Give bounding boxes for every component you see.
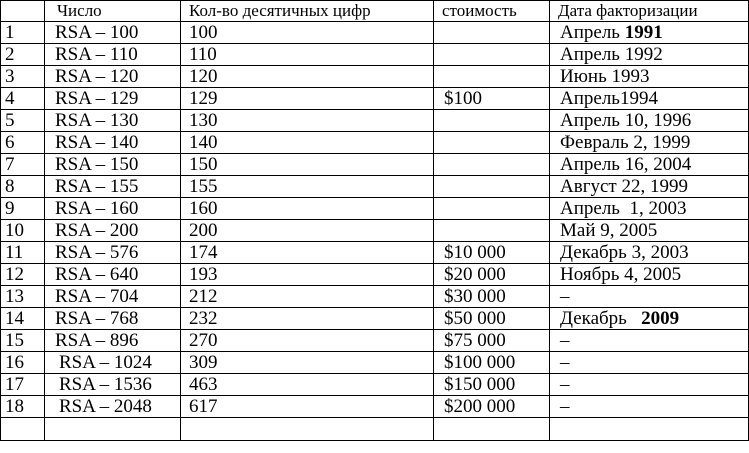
header-index bbox=[1, 1, 45, 22]
digit-count: 617 bbox=[181, 396, 434, 418]
date-text: Апрель bbox=[560, 22, 625, 43]
table-row bbox=[1, 66, 749, 88]
header-number: Число bbox=[45, 1, 181, 22]
prize-cost bbox=[434, 132, 550, 154]
date-text: Апрель 10, 1996 bbox=[560, 110, 692, 131]
factorization-date bbox=[550, 66, 749, 88]
digit-count: 130 bbox=[181, 110, 434, 132]
table-row bbox=[1, 352, 749, 374]
row-index: 15 bbox=[1, 330, 45, 352]
factorization-date bbox=[550, 352, 749, 374]
factorization-date bbox=[550, 374, 749, 396]
factorization-date bbox=[550, 110, 749, 132]
header-row bbox=[1, 1, 749, 22]
prize-cost: $200 000 bbox=[434, 396, 550, 418]
prize-cost bbox=[434, 22, 550, 44]
factorization-date bbox=[550, 198, 749, 220]
date-year-bold: 2009 bbox=[641, 308, 680, 329]
prize-cost: $50 000 bbox=[434, 308, 550, 330]
table-row bbox=[1, 330, 749, 352]
factorization-date bbox=[550, 154, 749, 176]
rsa-number: RSA – 704 bbox=[45, 286, 181, 308]
factorization-date bbox=[550, 396, 749, 418]
header-date: Дата факторизации bbox=[550, 1, 749, 22]
prize-cost bbox=[434, 44, 550, 66]
table-row bbox=[1, 22, 749, 44]
prize-cost bbox=[434, 176, 550, 198]
prize-cost bbox=[434, 66, 550, 88]
prize-cost: $20 000 bbox=[434, 264, 550, 286]
rsa-number: RSA – 100 bbox=[45, 22, 181, 44]
factorization-date bbox=[550, 308, 749, 330]
date-text: Апрель1994 bbox=[560, 88, 658, 109]
date-text: – bbox=[560, 286, 570, 307]
rsa-number: RSA – 140 bbox=[45, 132, 181, 154]
row-index: 13 bbox=[1, 286, 45, 308]
digit-count: 110 bbox=[181, 44, 434, 66]
factorization-date bbox=[550, 44, 749, 66]
header-cost: стоимость bbox=[434, 1, 550, 22]
factorization-date bbox=[550, 88, 749, 110]
rsa-number: RSA – 200 bbox=[45, 220, 181, 242]
rsa-number: RSA – 130 bbox=[45, 110, 181, 132]
row-index bbox=[1, 418, 45, 441]
row-index: 11 bbox=[1, 242, 45, 264]
rsa-number: RSA – 576 bbox=[45, 242, 181, 264]
table-row bbox=[1, 396, 749, 418]
row-index: 9 bbox=[1, 198, 45, 220]
row-index: 14 bbox=[1, 308, 45, 330]
header-digits: Кол-во десятичных цифр bbox=[181, 1, 434, 22]
digit-count: 140 bbox=[181, 132, 434, 154]
date-text: – bbox=[560, 330, 570, 351]
prize-cost bbox=[434, 110, 550, 132]
table-row bbox=[1, 220, 749, 242]
digit-count: 129 bbox=[181, 88, 434, 110]
rsa-number: RSA – 768 bbox=[45, 308, 181, 330]
table-row bbox=[1, 418, 749, 441]
table-row bbox=[1, 242, 749, 264]
rsa-number: RSA – 110 bbox=[45, 44, 181, 66]
table-row bbox=[1, 132, 749, 154]
date-text: Апрель 1992 bbox=[560, 44, 663, 65]
prize-cost bbox=[434, 220, 550, 242]
prize-cost: $100 000 bbox=[434, 352, 550, 374]
row-index: 2 bbox=[1, 44, 45, 66]
table-row bbox=[1, 286, 749, 308]
row-index: 17 bbox=[1, 374, 45, 396]
row-index: 1 bbox=[1, 22, 45, 44]
row-index: 16 bbox=[1, 352, 45, 374]
digit-count: 174 bbox=[181, 242, 434, 264]
row-index: 4 bbox=[1, 88, 45, 110]
table-row bbox=[1, 110, 749, 132]
prize-cost: $10 000 bbox=[434, 242, 550, 264]
digit-count: 100 bbox=[181, 22, 434, 44]
prize-cost bbox=[434, 198, 550, 220]
date-text: Ноябрь 4, 2005 bbox=[560, 264, 682, 285]
factorization-date bbox=[550, 286, 749, 308]
row-index: 5 bbox=[1, 110, 45, 132]
rsa-number: RSA – 1536 bbox=[45, 374, 181, 396]
date-text: Май 9, 2005 bbox=[560, 220, 658, 241]
rsa-number: RSA – 160 bbox=[45, 198, 181, 220]
date-text: Декабрь 3, 2003 bbox=[560, 242, 689, 263]
rsa-number: RSA – 150 bbox=[45, 154, 181, 176]
rsa-number: RSA – 155 bbox=[45, 176, 181, 198]
date-text: Август 22, 1999 bbox=[560, 176, 688, 197]
digit-count: 120 bbox=[181, 66, 434, 88]
row-index: 3 bbox=[1, 66, 45, 88]
digit-count: 193 bbox=[181, 264, 434, 286]
date-text: – bbox=[560, 396, 570, 417]
factorization-date bbox=[550, 330, 749, 352]
row-index: 12 bbox=[1, 264, 45, 286]
date-year-bold: 1991 bbox=[624, 22, 663, 43]
table-row bbox=[1, 176, 749, 198]
digit-count: 155 bbox=[181, 176, 434, 198]
row-index: 10 bbox=[1, 220, 45, 242]
rsa-number: RSA – 120 bbox=[45, 66, 181, 88]
prize-cost: $75 000 bbox=[434, 330, 550, 352]
date-text: Декабрь bbox=[560, 308, 642, 329]
rsa-number: RSA – 2048 bbox=[45, 396, 181, 418]
digit-count: 270 bbox=[181, 330, 434, 352]
date-text: – bbox=[560, 374, 570, 395]
date-text: Июнь 1993 bbox=[560, 66, 650, 87]
row-index: 8 bbox=[1, 176, 45, 198]
row-index: 7 bbox=[1, 154, 45, 176]
prize-cost: $100 bbox=[434, 88, 550, 110]
rsa-number: RSA – 896 bbox=[45, 330, 181, 352]
prize-cost: $30 000 bbox=[434, 286, 550, 308]
prize-cost bbox=[434, 418, 550, 441]
digit-count: 150 bbox=[181, 154, 434, 176]
rsa-number: RSA – 640 bbox=[45, 264, 181, 286]
prize-cost bbox=[434, 154, 550, 176]
digit-count: 200 bbox=[181, 220, 434, 242]
table-row bbox=[1, 88, 749, 110]
factorization-date bbox=[550, 242, 749, 264]
table-row bbox=[1, 374, 749, 396]
rsa-number: RSA – 129 bbox=[45, 88, 181, 110]
date-text: Апрель 1, 2003 bbox=[560, 198, 687, 219]
digit-count: 232 bbox=[181, 308, 434, 330]
date-text: Февраль 2, 1999 bbox=[560, 132, 691, 153]
table-row bbox=[1, 198, 749, 220]
rsa-number: RSA – 1024 bbox=[45, 352, 181, 374]
row-index: 18 bbox=[1, 396, 45, 418]
digit-count: 160 bbox=[181, 198, 434, 220]
digit-count: 212 bbox=[181, 286, 434, 308]
digit-count: 463 bbox=[181, 374, 434, 396]
factorization-date bbox=[550, 176, 749, 198]
table-row bbox=[1, 154, 749, 176]
table-row bbox=[1, 308, 749, 330]
factorization-date bbox=[550, 264, 749, 286]
rsa-number bbox=[45, 418, 181, 441]
date-text: – bbox=[560, 352, 570, 373]
date-text: Апрель 16, 2004 bbox=[560, 154, 692, 175]
factorization-date bbox=[550, 22, 749, 44]
digit-count: 309 bbox=[181, 352, 434, 374]
factorization-date bbox=[550, 220, 749, 242]
table-row bbox=[1, 44, 749, 66]
prize-cost: $150 000 bbox=[434, 374, 550, 396]
row-index: 6 bbox=[1, 132, 45, 154]
factorization-date bbox=[550, 418, 749, 441]
table-row bbox=[1, 264, 749, 286]
digit-count bbox=[181, 418, 434, 441]
factorization-date bbox=[550, 132, 749, 154]
